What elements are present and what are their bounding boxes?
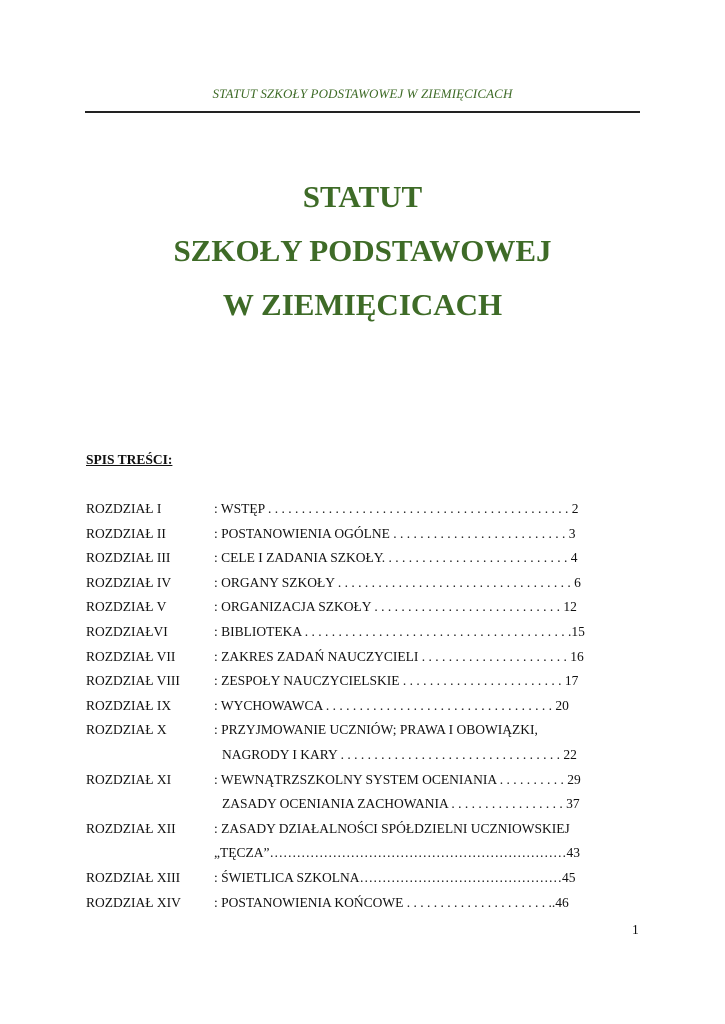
toc-chapter: ROZDZIAŁ IV <box>86 574 172 590</box>
toc-row <box>86 500 626 525</box>
toc-chapter: ROZDZIAŁ XIII <box>86 869 181 885</box>
toc-row <box>86 525 626 550</box>
toc-row <box>86 672 626 697</box>
toc-chapter: ROZDZIAŁ XIV <box>86 894 181 910</box>
toc-heading: SPIS TREŚCI: <box>86 452 173 467</box>
toc-row <box>86 869 626 894</box>
toc-chapter: ROZDZIAŁ III <box>86 550 171 566</box>
document-title-line-1: STATUT <box>302 179 423 214</box>
toc-entry: : PRZYJMOWANIE UCZNIÓW; PRAWA I OBOWIĄZKI, <box>214 722 538 738</box>
header-divider <box>85 111 640 113</box>
toc-row <box>86 894 626 919</box>
toc-row <box>86 598 626 623</box>
toc-row-continuation <box>86 844 626 869</box>
toc-chapter: ROZDZIAŁVI <box>86 623 168 639</box>
toc-entry: NAGRODY I KARY . . . . . . . . . . . . . . . . . . . . . . . . . . . . . . . . . 22 <box>222 746 577 762</box>
toc-row-continuation <box>86 746 626 771</box>
toc-chapter: ROZDZIAŁ V <box>86 599 167 615</box>
toc-row <box>86 549 626 574</box>
toc-row <box>86 721 626 746</box>
toc-entry: : WYCHOWAWCA . . . . . . . . . . . . . . . . . . . . . . . . . . . . . . . . . . 20 <box>214 697 569 713</box>
toc-chapter: ROZDZIAŁ XI <box>86 771 172 787</box>
toc-chapter: ROZDZIAŁ II <box>86 525 166 541</box>
toc-entry: : POSTANOWIENIA KOŃCOWE . . . . . . . . . . . . . . . . . . . . . ..46 <box>214 894 569 910</box>
document-title-line-2: SZKOŁY PODSTAWOWEJ <box>173 233 552 268</box>
toc-chapter: ROZDZIAŁ IX <box>86 697 172 713</box>
toc-row <box>86 648 626 673</box>
toc-entry: : WSTĘP . . . . . . . . . . . . . . . . . . . . . . . . . . . . . . . . . . . . . . . . . . . . . 2 <box>214 501 579 516</box>
toc-row <box>86 771 626 796</box>
page-number: 1 <box>632 922 639 937</box>
running-header: STATUT SZKOŁY PODSTAWOWEJ W ZIEMIĘCICACH <box>212 86 513 101</box>
toc-entry: : CELE I ZADANIA SZKOŁY. . . . . . . . . . . . . . . . . . . . . . . . . . . . 4 <box>214 550 578 566</box>
toc-chapter: ROZDZIAŁ I <box>86 501 162 516</box>
table-of-contents <box>86 500 626 918</box>
toc-chapter: ROZDZIAŁ VIII <box>86 673 180 689</box>
toc-entry: : ZASADY DZIAŁALNOŚCI SPÓŁDZIELNI UCZNIOWSKIEJ <box>214 820 570 836</box>
toc-chapter: ROZDZIAŁ VII <box>86 648 176 664</box>
toc-row <box>86 820 626 845</box>
toc-chapter: ROZDZIAŁ X <box>86 722 167 738</box>
toc-entry: : BIBLIOTEKA . . . . . . . . . . . . . . . . . . . . . . . . . . . . . . . . . . . . . . . .15 <box>214 623 585 639</box>
document-title-line-3: W ZIEMIĘCICACH <box>222 287 503 322</box>
toc-entry: : ZESPOŁY NAUCZYCIELSKIE . . . . . . . . . . . . . . . . . . . . . . . . 17 <box>214 673 579 689</box>
toc-row <box>86 697 626 722</box>
toc-row <box>86 574 626 599</box>
toc-entry: : ZAKRES ZADAŃ NAUCZYCIELI . . . . . . . . . . . . . . . . . . . . . . 16 <box>214 648 584 664</box>
toc-entry: ZASADY OCENIANIA ZACHOWANIA . . . . . . . . . . . . . . . . . 37 <box>222 796 580 812</box>
toc-entry: : POSTANOWIENIA OGÓLNE . . . . . . . . . . . . . . . . . . . . . . . . . . 3 <box>214 525 576 541</box>
toc-entry: : ORGANIZACJA SZKOŁY . . . . . . . . . . . . . . . . . . . . . . . . . . . . 12 <box>214 599 577 615</box>
toc-entry: : ORGANY SZKOŁY . . . . . . . . . . . . . . . . . . . . . . . . . . . . . . . . . . . 6 <box>214 574 581 590</box>
toc-row <box>86 623 626 648</box>
toc-row-continuation <box>86 795 626 820</box>
toc-chapter: ROZDZIAŁ XII <box>86 820 176 836</box>
toc-entry: : WEWNĄTRZSZKOLNY SYSTEM OCENIANIA . . . . . . . . . . 29 <box>214 771 581 787</box>
toc-entry: : ŚWIETLICA SZKOLNA………………………………………45 <box>214 869 576 885</box>
toc-entry: „TĘCZA”…………………………………………………………43 <box>214 845 580 861</box>
